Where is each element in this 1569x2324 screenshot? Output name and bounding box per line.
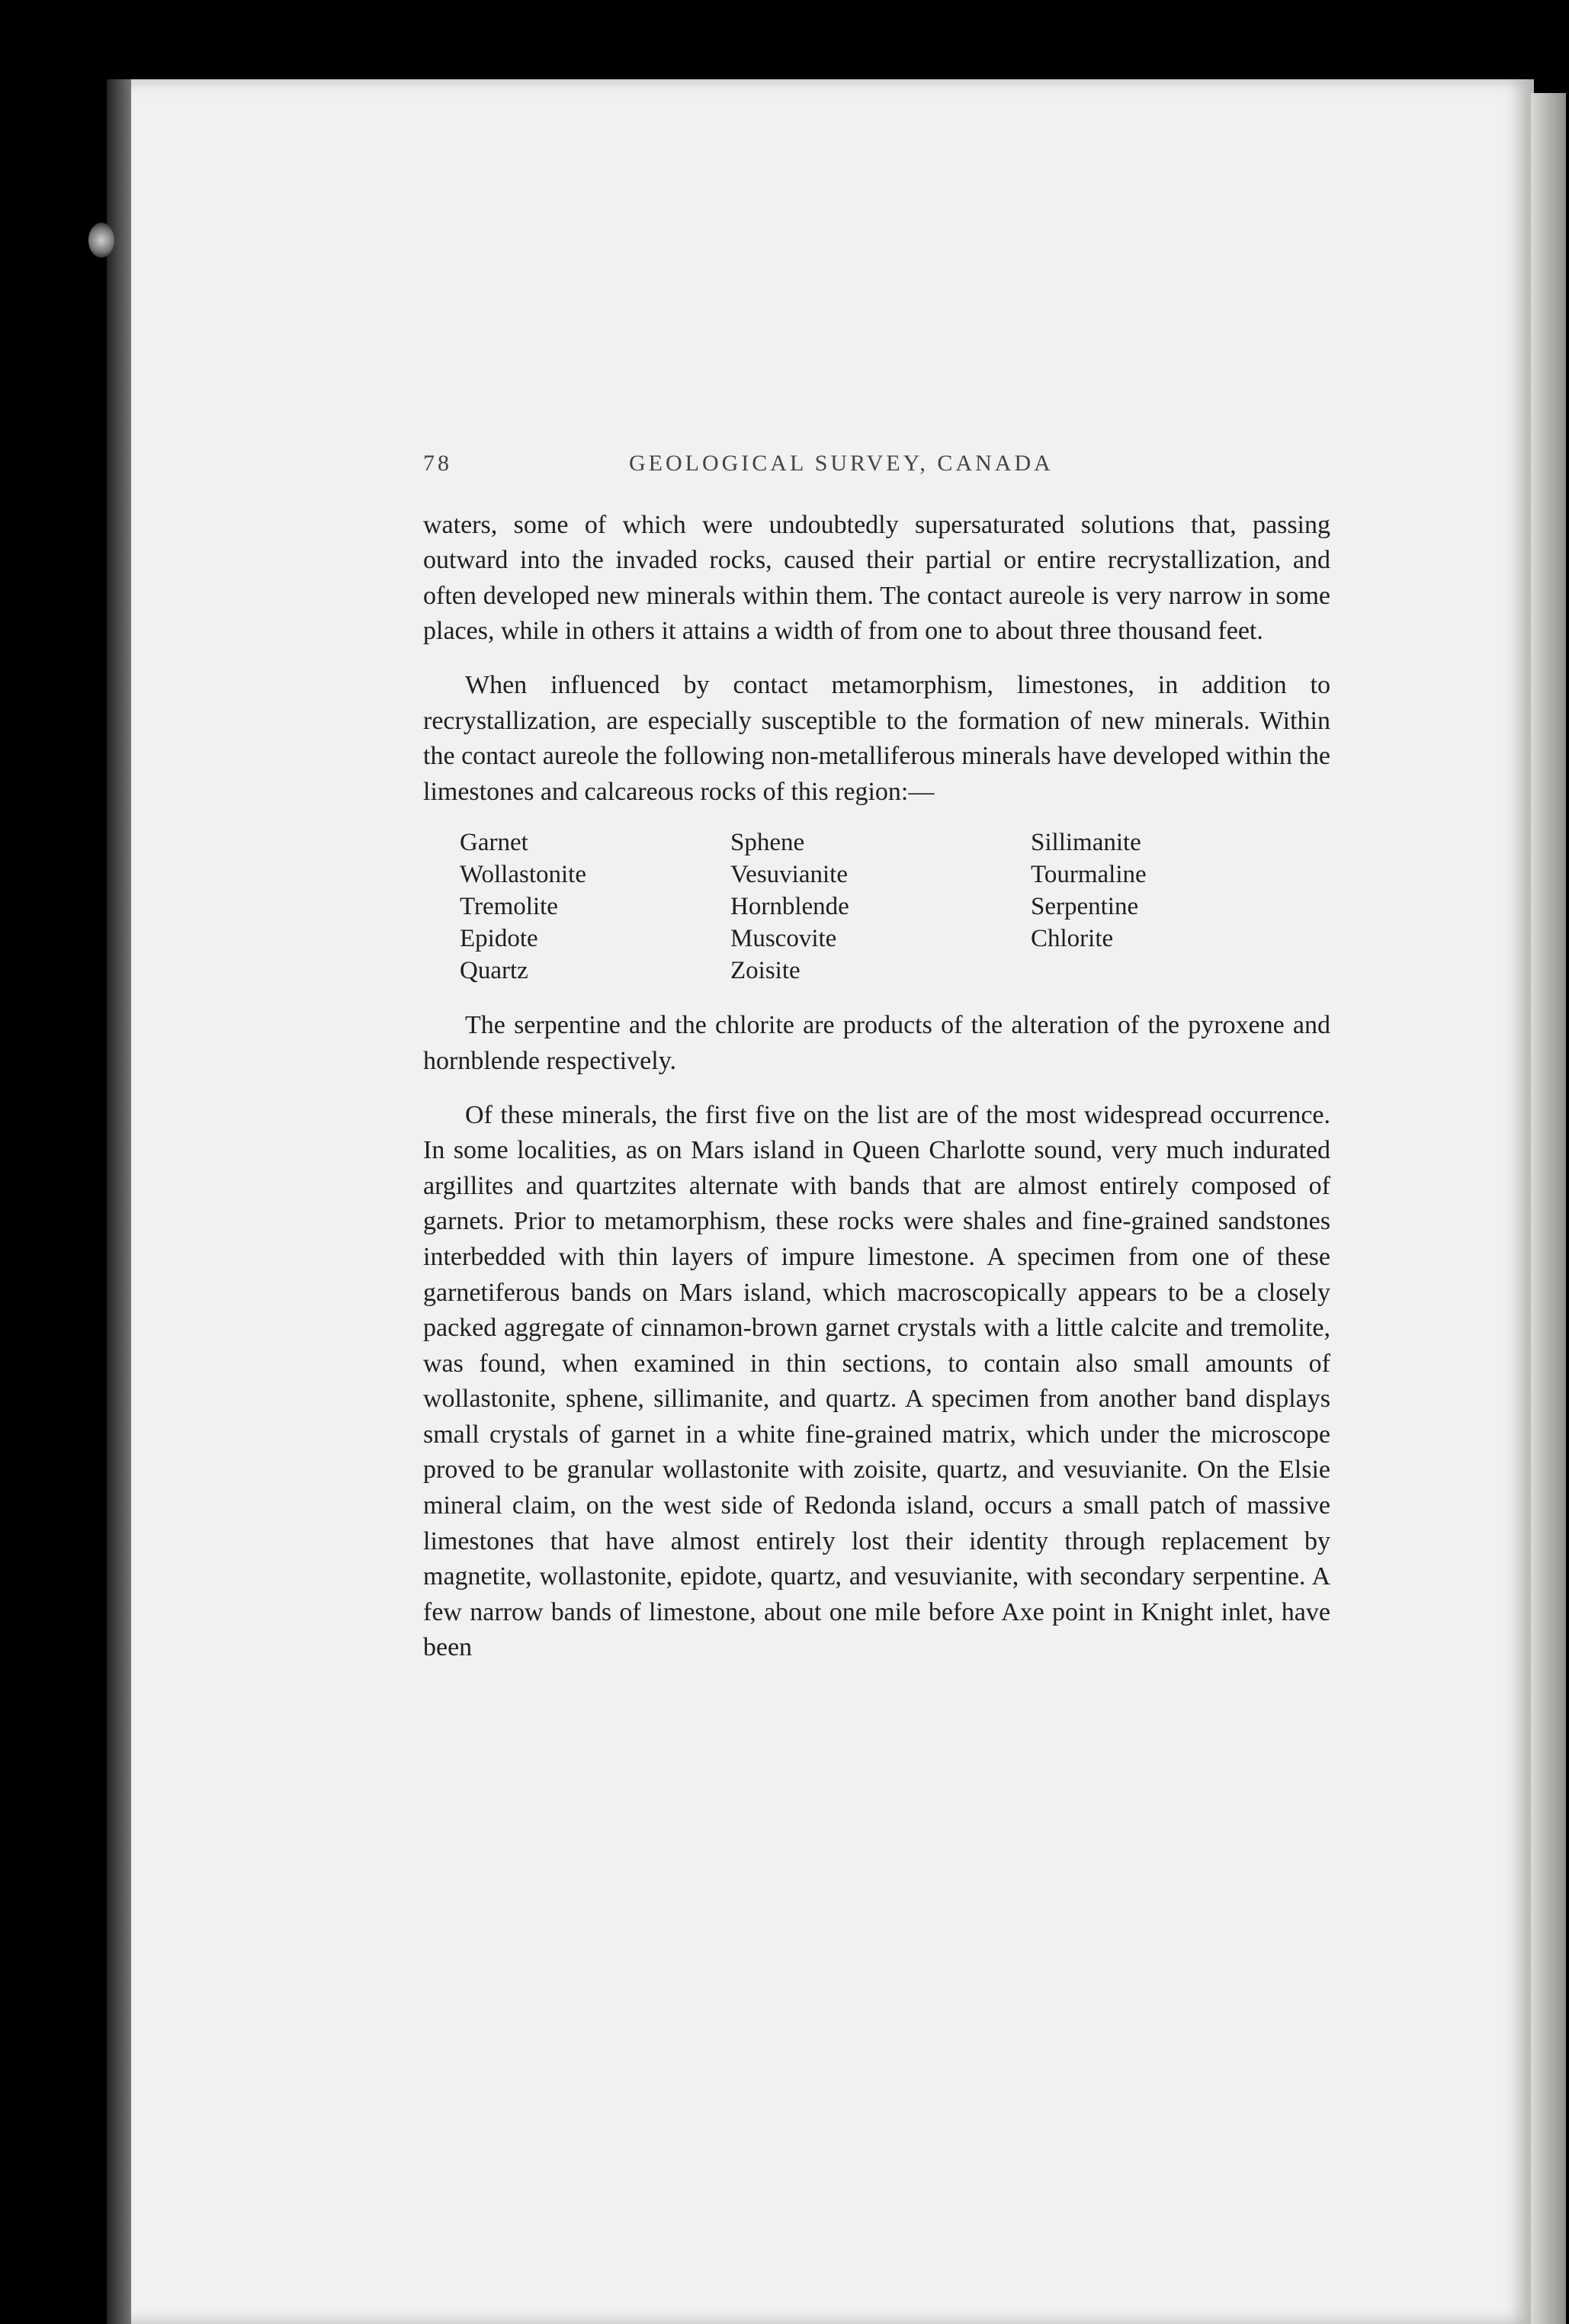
mineral-item: Epidote xyxy=(460,925,538,953)
mineral-item: Zoisite xyxy=(730,957,801,985)
mineral-item: Quartz xyxy=(460,957,528,985)
scan-artifact xyxy=(88,223,114,258)
mineral-item: Sillimanite xyxy=(1031,829,1141,857)
mineral-item: Wollastonite xyxy=(460,861,586,889)
paragraph-continuation: waters, some of which were undoubtedly supersaturated solutions that, passing outward into the invaded rocks, caused their partial or entire recrystallization, and often developed new minerals within them. The contact aureole is very narrow in some places, while in others it attains a width of from one to about three thousand feet. xyxy=(423,510,1330,646)
paragraph-alteration: The serpentine and the chlorite are products of the alteration of the pyroxene and hornblende respectively. xyxy=(423,1011,1330,1075)
page-text-area xyxy=(423,446,1330,1666)
mineral-list xyxy=(460,827,1330,987)
mineral-item: Chlorite xyxy=(1031,925,1114,953)
mineral-item: Vesuvianite xyxy=(730,861,848,889)
mineral-item: Serpentine xyxy=(1031,893,1139,921)
mineral-item: Sphene xyxy=(730,829,805,857)
running-title: GEOLOGICAL SURVEY, CANADA xyxy=(629,451,1054,476)
page-header xyxy=(423,446,1330,482)
paragraph-contact-metamorphism: When influenced by contact metamorphism, limestones, in addition to recrystallization, are especially susceptible to the formation of new minerals. Within the contact aureole the following non-metalliferous minerals have developed within the limestones and calcareous rocks of this region:— xyxy=(423,670,1330,806)
mineral-item: Tremolite xyxy=(460,893,558,921)
mineral-item: Muscovite xyxy=(730,925,837,953)
mineral-item xyxy=(1031,955,1259,987)
mineral-item: Garnet xyxy=(460,829,528,857)
mineral-item: Hornblende xyxy=(730,893,849,921)
page-number: 78 xyxy=(423,451,452,476)
page-edge xyxy=(1531,93,1566,2324)
mineral-item: Tourmaline xyxy=(1031,861,1147,889)
paragraph-occurrence: Of these minerals, the first five on the list are of the most widespread occurrence. In some localities, as on Mars island in Queen Charlotte sound, very much indurated argillites and quartzites alternate with bands that are almost entirely composed of garnets. Prior to metamorphism, these rocks were shales and fine-grained sandstones interbedded with thin layers of impure limestone. A specimen from one of these garnetiferous bands on Mars island, which macroscopically appears to be a closely packed aggregate of cinnamon-brown garnet crystals with a little calcite and tremolite, was found, when examined in thin sections, to contain also small amounts of wollastonite, sphene, sillimanite, and quartz. A specimen from another band displays small crystals of garnet in a white fine-grained matrix, which under the microscope proved to be granular wollastonite with zoisite, quartz, and vesuvianite. On the Elsie mineral claim, on the west side of Redonda island, occurs a small patch of massive limestones that have almost entirely lost their identity through replacement by magnetite, wollastonite, epidote, quartz, and vesuvianite, with secondary serpentine. A few narrow bands of limestone, about one mile before Axe point in Knight inlet, have been xyxy=(423,1100,1330,1662)
